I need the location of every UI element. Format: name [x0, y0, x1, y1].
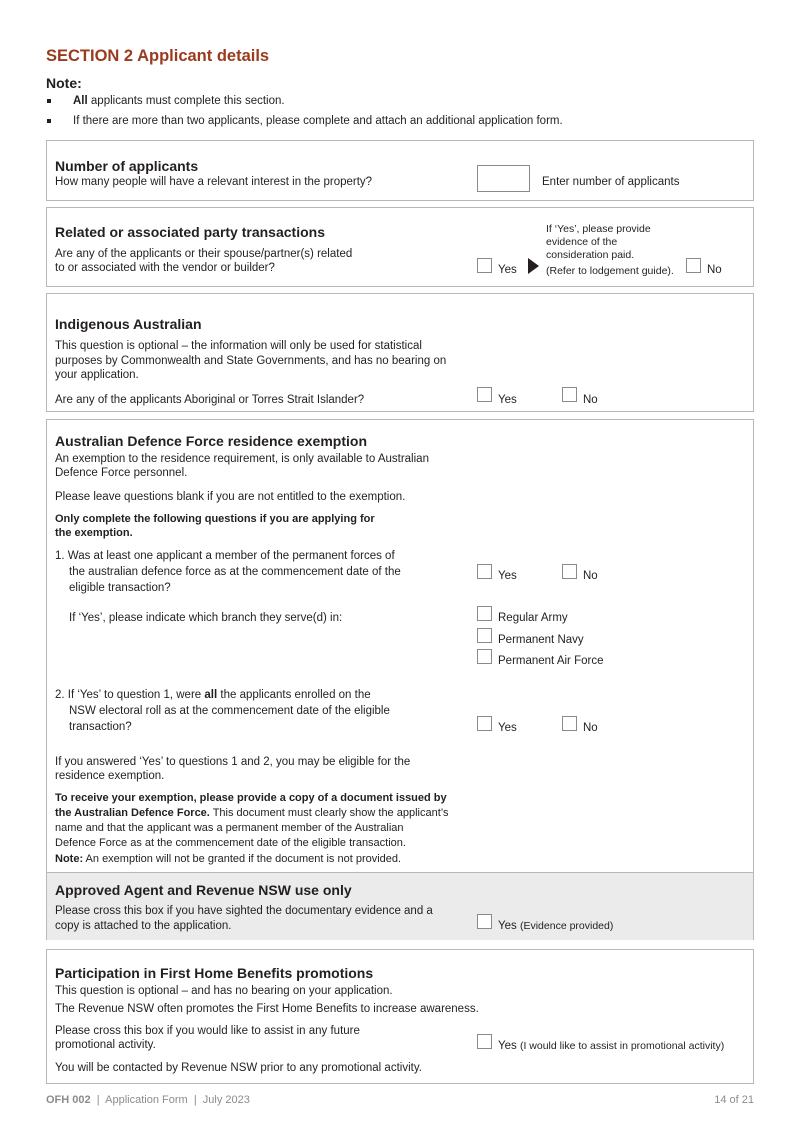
indigenous-heading: Indigenous Australian: [55, 316, 202, 332]
adf-only-complete: Only complete the following questions if you are applying for: [55, 513, 375, 525]
branch-navy-checkbox[interactable]: [477, 628, 492, 643]
note-text: If there are more than two applicants, please complete and attach an additional application form.: [73, 114, 563, 127]
promotions-cross-line: Please cross this box if you would like to assist in any future: [55, 1025, 360, 1037]
note-bullet: [46, 94, 766, 109]
adf-receive-line: [55, 806, 449, 820]
promotions-yes-text: Yes: [498, 1040, 517, 1052]
note-bold: All: [73, 95, 88, 107]
footer-form-info: [46, 1093, 250, 1107]
approved-agent-text-line: copy is attached to the application.: [55, 920, 232, 932]
adf-intro-line: Defence Force personnel.: [55, 467, 188, 479]
number-of-applicants-heading: Number of applicants: [55, 158, 199, 174]
adf-q2-line: [55, 688, 371, 703]
promotions-contact: You will be contacted by Revenue NSW prior to any promotional activity.: [55, 1062, 422, 1074]
adf-eligible-line: residence exemption.: [55, 770, 165, 782]
adf-q2-text: the applicants enrolled on the: [217, 689, 371, 701]
footer-page-number: 14 of 21: [714, 1094, 754, 1106]
related-party-no-label: No: [707, 264, 722, 276]
adf-q1-no-label: No: [583, 570, 598, 582]
section-title: SECTION 2 Applicant details: [46, 47, 270, 65]
related-party-yes-label: Yes: [498, 264, 517, 276]
adf-receive-line: Defence Force as at the commencement date of the eligible transaction.: [55, 837, 406, 849]
note-text: applicants must complete this section.: [87, 95, 285, 107]
related-party-evidence-note: evidence of the: [546, 236, 618, 248]
promotions-promotes: The Revenue NSW often promotes the First Home Benefits to increase awareness.: [55, 1003, 479, 1015]
approved-agent-panel: [47, 872, 753, 940]
adf-q2-yes-checkbox[interactable]: [477, 716, 492, 731]
related-party-evidence-note: (Refer to lodgement guide).: [546, 265, 674, 277]
branch-army-checkbox[interactable]: [477, 606, 492, 621]
indigenous-no-label: No: [583, 394, 598, 406]
adf-exemption-panel: [46, 419, 754, 940]
note-bullets: [46, 94, 766, 134]
promotions-cross-line: promotional activity.: [55, 1039, 156, 1051]
note-label: Note:: [46, 75, 82, 91]
branch-navy-label: Permanent Navy: [498, 634, 584, 646]
footer-form-code: OFH 002: [46, 1094, 91, 1106]
adf-q2-line: NSW electoral roll as at the commencement date of the eligible: [69, 705, 390, 717]
arrow-right-icon: [528, 258, 539, 274]
number-of-applicants-panel: [46, 140, 754, 201]
footer-form-name: Application Form: [105, 1094, 188, 1106]
footer-date: July 2023: [202, 1094, 250, 1106]
adf-heading: Australian Defence Force residence exemption: [55, 433, 367, 449]
related-party-question-line: Are any of the applicants or their spouse/partner(s) related: [55, 248, 353, 260]
adf-note-text: An exemption will not be granted if the document is not provided.: [83, 853, 402, 865]
approved-agent-yes-text: Yes: [498, 920, 517, 932]
promotions-yes-label: [498, 1039, 724, 1054]
approved-agent-yes-note: (Evidence provided): [519, 920, 614, 932]
indigenous-no-checkbox[interactable]: [562, 387, 577, 402]
related-party-panel: [46, 207, 754, 287]
promotions-optional: This question is optional – and has no bearing on your application.: [55, 985, 393, 997]
related-party-yes-checkbox[interactable]: [477, 258, 492, 273]
footer-separator: |: [193, 1094, 197, 1106]
adf-q1-no-checkbox[interactable]: [562, 564, 577, 579]
adf-blank-note: Please leave questions blank if you are not entitled to the exemption.: [55, 491, 406, 503]
approved-agent-yes-checkbox[interactable]: [477, 914, 492, 929]
related-party-heading: Related or associated party transactions: [55, 224, 325, 240]
adf-q2-no-checkbox[interactable]: [562, 716, 577, 731]
approved-agent-heading: Approved Agent and Revenue NSW use only: [55, 882, 352, 898]
adf-q1-line: the australian defence force as at the commencement date of the: [69, 566, 401, 578]
note-bullet: [46, 114, 766, 129]
related-party-evidence-note: If ‘Yes’, please provide: [546, 223, 651, 235]
indigenous-text-line: your application.: [55, 369, 139, 381]
adf-intro-line: An exemption to the residence requirement, is only available to Australian: [55, 453, 429, 465]
adf-receive-text: This document must clearly show the applicant’s: [209, 807, 449, 819]
related-party-evidence-note: consideration paid.: [546, 249, 635, 261]
adf-receive-bold: the Australian Defence Force.: [55, 807, 210, 819]
approved-agent-yes-label: [498, 919, 613, 934]
promotions-yes-note: (I would like to assist in promotional activity): [519, 1040, 725, 1052]
adf-q2-bold: all: [204, 689, 218, 701]
approved-agent-text-line: Please cross this box if you have sighted the documentary evidence and a: [55, 905, 433, 917]
adf-q2-yes-label: Yes: [498, 722, 517, 734]
adf-q1-yes-label: Yes: [498, 570, 517, 582]
number-of-applicants-input[interactable]: [477, 165, 530, 192]
related-party-question-line: to or associated with the vendor or builder?: [55, 262, 275, 274]
branch-air-force-label: Permanent Air Force: [498, 655, 604, 667]
adf-receive-line: To receive your exemption, please provide a copy of a document issued by: [55, 792, 447, 804]
promotions-heading: Participation in First Home Benefits promotions: [55, 965, 374, 981]
adf-receive-line: name and that the applicant was a permanent member of the Australian: [55, 822, 404, 834]
adf-q1-line: 1. Was at least one applicant a member of the permanent forces of: [55, 550, 395, 562]
promotions-panel: [46, 949, 754, 1084]
adf-q2-no-label: No: [583, 722, 598, 734]
indigenous-question: Are any of the applicants Aboriginal or Torres Strait Islander?: [55, 394, 365, 406]
adf-note-line: [55, 852, 401, 866]
indigenous-text-line: This question is optional – the information will only be used for statistical: [55, 340, 422, 352]
indigenous-panel: [46, 293, 754, 412]
branch-air-force-checkbox[interactable]: [477, 649, 492, 664]
adf-q1-yes-checkbox[interactable]: [477, 564, 492, 579]
adf-note-bold: Note:: [55, 853, 84, 865]
indigenous-yes-checkbox[interactable]: [477, 387, 492, 402]
branch-army-label: Regular Army: [498, 612, 568, 624]
related-party-no-checkbox[interactable]: [686, 258, 701, 273]
indigenous-yes-label: Yes: [498, 394, 517, 406]
adf-branch-question: If ‘Yes’, please indicate which branch they serve(d) in:: [69, 612, 343, 624]
adf-only-complete: the exemption.: [55, 527, 133, 539]
adf-q2-text: 2. If ‘Yes’ to question 1, were: [55, 689, 205, 701]
footer-separator: |: [96, 1094, 100, 1106]
indigenous-text-line: purposes by Commonwealth and State Governments, and has no bearing on: [55, 355, 447, 367]
number-of-applicants-hint: Enter number of applicants: [542, 176, 680, 188]
promotions-yes-checkbox[interactable]: [477, 1034, 492, 1049]
number-of-applicants-question: How many people will have a relevant interest in the property?: [55, 176, 373, 188]
adf-q1-line: eligible transaction?: [69, 582, 171, 594]
adf-q2-line: transaction?: [69, 721, 132, 733]
adf-eligible-line: If you answered ‘Yes’ to questions 1 and 2, you may be eligible for the: [55, 756, 411, 768]
